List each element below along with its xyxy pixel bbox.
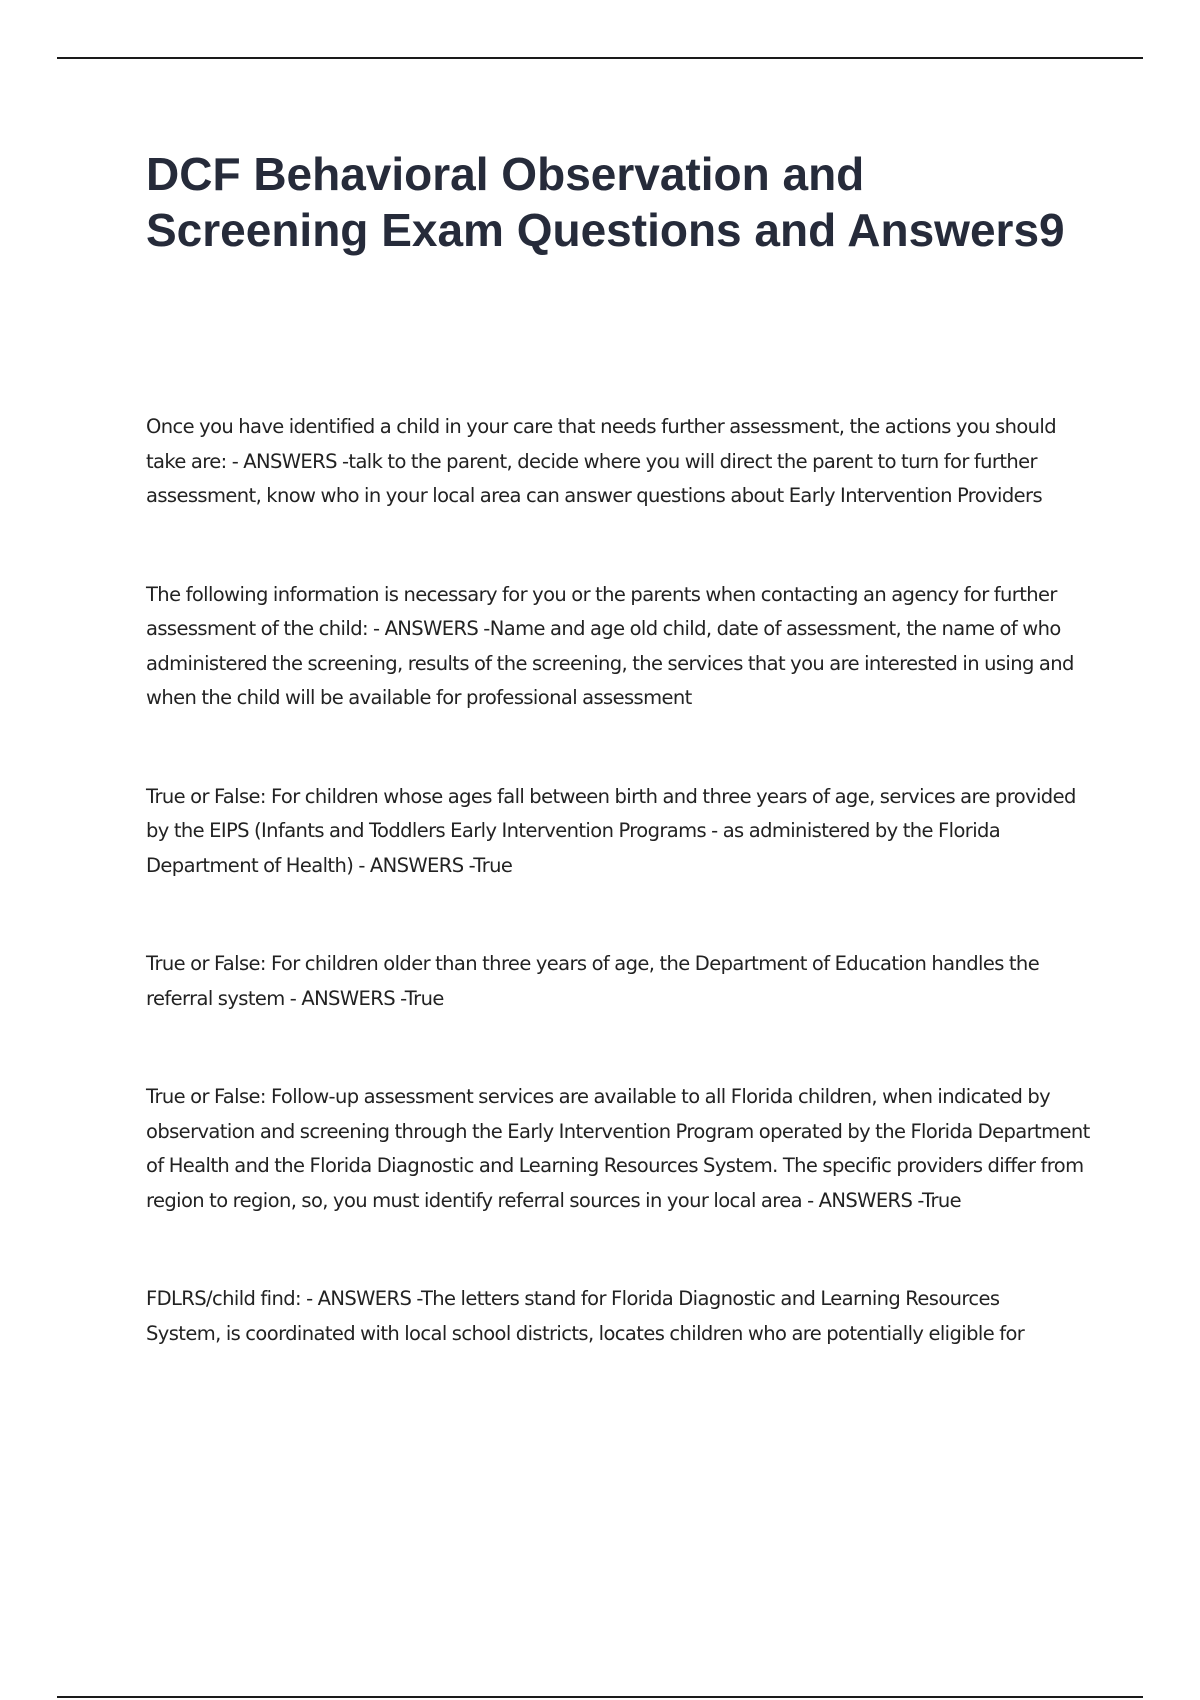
- qa-item: Once you have identified a child in your care that needs further assessment, the actions you should take are: - ANSWERS -talk to the parent, decide where you will direct the parent to turn for further assessment, know who in your local area can answer questions about Early Intervention Providers: [146, 415, 1057, 507]
- bottom-rule: [57, 1696, 1143, 1698]
- qa-item: True or False: For children older than three years of age, the Department of Education handles the referral system - ANSWERS -True: [146, 952, 1040, 1010]
- qa-item: True or False: For children whose ages fall between birth and three years of age, services are provided by the EIPS (Infants and Toddlers Early Intervention Programs - as administered by the Florida Department of Health) - ANSWERS -True: [146, 784, 1076, 877]
- qa-item-line: System, is coordinated with local school districts, locates children who are potentially eligible for: [146, 1321, 1025, 1345]
- qa-item-line: FDLRS/child find: - ANSWERS -The letters stand for Florida Diagnostic and Learning Resources: [146, 1287, 1000, 1310]
- qa-item: The following information is necessary for you or the parents when contacting an agency for further assessment of the child: - ANSWERS -Name and age old child, date of assessment, the name of who administered the screening, results of the screening, the services that you are interested in using and when the child will be available for professional assessment: [146, 582, 1074, 709]
- document-title: DCF Behavioral Observation and Screening Exam Questions and Answers9: [146, 148, 1065, 256]
- top-rule: [57, 57, 1143, 59]
- qa-item-truncated: [146, 1282, 1096, 1351]
- qa-list: [146, 410, 1096, 1351]
- qa-item: True or False: Follow-up assessment services are available to all Florida children, when indicated by observation and screening through the Early Intervention Program operated by the Florida Department of Health and the Florida Diagnostic and Learning Resources System. The specific providers differ from region to region, so, you must identify referral sources in your local area - ANSWERS -True: [146, 1085, 1090, 1212]
